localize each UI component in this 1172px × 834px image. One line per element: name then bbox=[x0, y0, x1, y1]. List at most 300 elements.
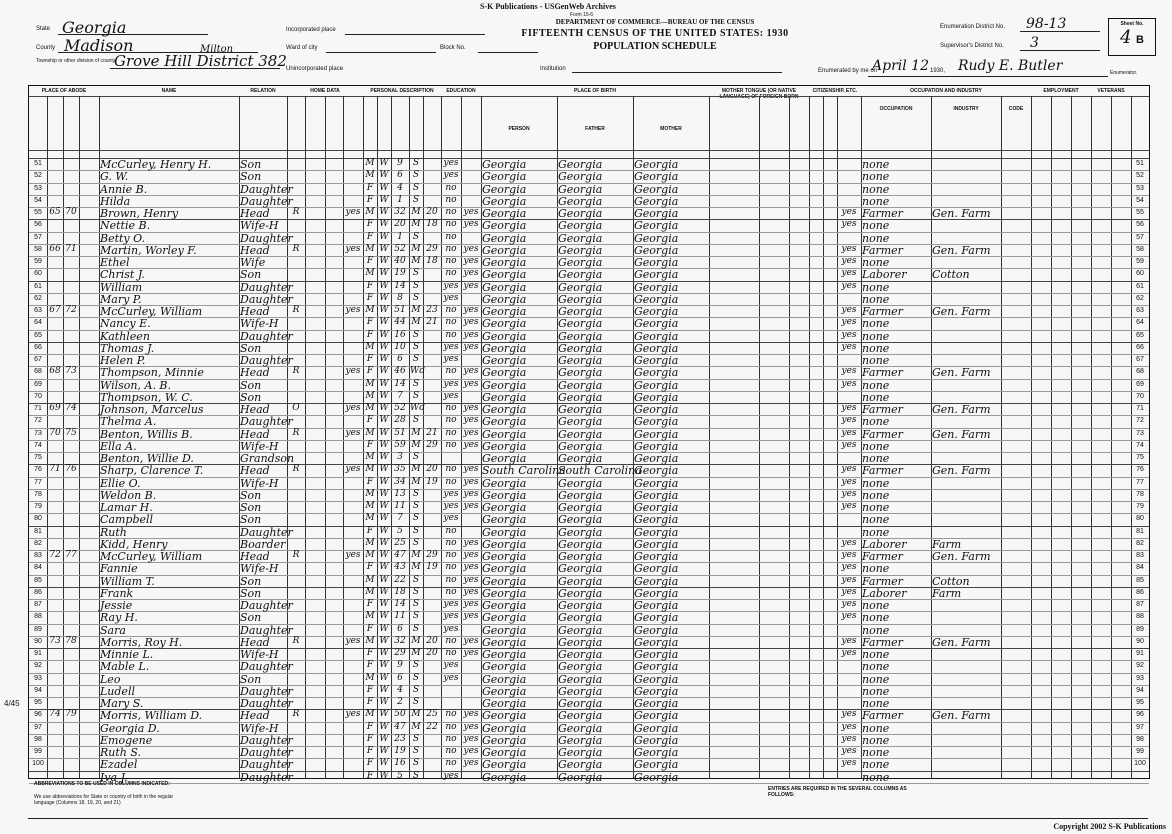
cell-mother: Georgia bbox=[634, 488, 679, 502]
cell-ind: Gen. Farm bbox=[932, 635, 991, 649]
table-row bbox=[29, 317, 1149, 330]
cell-cit: yes bbox=[841, 733, 857, 744]
row-number: 93 bbox=[34, 674, 42, 682]
cell-birth: Georgia bbox=[482, 415, 527, 429]
cell-mar: S bbox=[412, 537, 420, 548]
cell-ama: 20 bbox=[426, 648, 438, 658]
cell-rel: Grandson bbox=[240, 452, 295, 465]
cell-sex: M bbox=[365, 550, 375, 560]
cell-name: Lamar H. bbox=[100, 501, 153, 514]
cell-father: Georgia bbox=[558, 390, 603, 404]
cell-sex: F bbox=[366, 317, 374, 328]
cell-rel: Daughter bbox=[240, 758, 293, 772]
cell-fam: 75 bbox=[65, 427, 77, 438]
cell-sch: yes bbox=[443, 660, 459, 671]
unincorporated-label: Unincorporated place bbox=[286, 66, 344, 72]
cell-mother: Georgia bbox=[634, 231, 679, 245]
cell-sex: F bbox=[366, 182, 374, 193]
cell-rel: Son bbox=[240, 501, 262, 514]
row-number: 69 bbox=[1136, 380, 1144, 388]
cell-mother: Georgia bbox=[634, 635, 679, 649]
cell-mar: S bbox=[412, 415, 420, 426]
cell-cit: yes bbox=[841, 758, 857, 769]
cell-sex: M bbox=[365, 390, 375, 401]
cell-mother: Georgia bbox=[634, 660, 679, 674]
cell-mother: Georgia bbox=[634, 697, 679, 710]
cell-sch: no bbox=[445, 746, 457, 756]
cell-race: W bbox=[379, 231, 389, 242]
row-number: 97 bbox=[1136, 723, 1144, 731]
cell-occ: none bbox=[862, 648, 890, 661]
cell-race: W bbox=[379, 366, 389, 377]
cell-sex: F bbox=[366, 721, 374, 732]
cell-farm: yes bbox=[345, 635, 361, 646]
cell-occ: none bbox=[862, 733, 890, 747]
cell-occ: Farmer bbox=[862, 574, 903, 588]
cell-father: Georgia bbox=[558, 488, 603, 502]
row-number: 51 bbox=[34, 160, 42, 167]
cell-race: W bbox=[379, 415, 389, 426]
row-number: 86 bbox=[34, 588, 42, 596]
table-row bbox=[29, 219, 1149, 232]
cell-age: 40 bbox=[394, 256, 406, 266]
row-number: 53 bbox=[1136, 184, 1144, 192]
schedule-title: POPULATION SCHEDULE bbox=[593, 41, 717, 52]
cell-sch: yes bbox=[443, 623, 459, 634]
cell-dw: 72 bbox=[49, 550, 61, 560]
row-number: 95 bbox=[34, 699, 42, 706]
cell-father: Georgia bbox=[558, 746, 603, 759]
cell-cit: yes bbox=[841, 488, 857, 499]
cell-rel: Wife-H bbox=[240, 317, 279, 331]
cell-mar: M bbox=[411, 709, 421, 720]
cell-sex: F bbox=[366, 219, 374, 230]
cell-race: W bbox=[379, 746, 389, 756]
row-number: 90 bbox=[34, 637, 42, 645]
header-employment: EMPLOYMENT bbox=[1043, 88, 1079, 94]
county-value: Madison bbox=[64, 36, 134, 55]
cell-mother: Georgia bbox=[634, 268, 679, 282]
row-number: 72 bbox=[1136, 417, 1144, 425]
cell-name: Annie B. bbox=[100, 182, 148, 196]
cell-sch: no bbox=[445, 207, 457, 217]
row-number: 73 bbox=[1136, 429, 1144, 437]
cell-sch: no bbox=[445, 562, 457, 573]
cell-occ: Farmer bbox=[862, 550, 903, 563]
cell-birth: Georgia bbox=[482, 354, 527, 367]
row-number: 55 bbox=[34, 209, 42, 216]
cell-mother: Georgia bbox=[634, 476, 679, 490]
cell-race: W bbox=[379, 182, 389, 193]
cell-fam: 76 bbox=[65, 464, 77, 475]
cell-sch: no bbox=[445, 256, 457, 266]
cell-name: Minnie L. bbox=[100, 648, 154, 661]
cell-occ: none bbox=[862, 476, 890, 490]
cell-age: 13 bbox=[394, 488, 406, 499]
cell-rel: Daughter bbox=[240, 329, 293, 343]
cell-name: Jessie bbox=[100, 599, 133, 612]
cell-mar: S bbox=[412, 329, 420, 340]
cell-own: R bbox=[292, 305, 300, 315]
cell-mother: Georgia bbox=[634, 305, 679, 318]
cell-sch: no bbox=[445, 366, 457, 377]
cell-sch: no bbox=[445, 182, 457, 193]
cell-ind: Gen. Farm bbox=[932, 207, 991, 220]
header-education: EDUCATION bbox=[446, 88, 476, 94]
cell-age: 16 bbox=[394, 758, 406, 769]
cell-father: Georgia bbox=[558, 268, 603, 282]
cell-occ: Laborer bbox=[862, 537, 907, 551]
cell-own: R bbox=[292, 243, 300, 254]
row-number: 71 bbox=[34, 405, 42, 412]
cell-read: yes bbox=[463, 329, 479, 340]
cell-read: yes bbox=[463, 243, 479, 254]
cell-read: yes bbox=[463, 635, 479, 646]
cell-mother: Georgia bbox=[634, 684, 679, 698]
cell-name: Sara bbox=[100, 623, 126, 637]
cell-fam: 74 bbox=[65, 403, 77, 413]
enumerator-label: Enumerator. bbox=[1110, 70, 1138, 76]
cell-ind: Gen. Farm bbox=[932, 403, 991, 416]
cell-occ: Farmer bbox=[862, 243, 903, 257]
cell-name: Helen P. bbox=[100, 354, 146, 367]
cell-rel: Son bbox=[240, 586, 262, 600]
cell-age: 50 bbox=[394, 709, 406, 720]
row-number: 66 bbox=[1136, 343, 1144, 351]
cell-read: yes bbox=[463, 574, 479, 585]
cell-mother: Georgia bbox=[634, 758, 679, 772]
cell-birth: Georgia bbox=[482, 268, 527, 282]
cell-father: Georgia bbox=[558, 562, 603, 576]
cell-name: McCurley, Henry H. bbox=[100, 158, 212, 171]
cell-father: Georgia bbox=[558, 341, 603, 355]
row-number: 89 bbox=[34, 625, 42, 633]
cell-mother: Georgia bbox=[634, 207, 679, 220]
cell-rel: Son bbox=[240, 390, 262, 404]
cell-occ: Laborer bbox=[862, 586, 907, 600]
cell-father: Georgia bbox=[558, 415, 603, 429]
cell-age: 19 bbox=[394, 746, 406, 756]
row-number: 98 bbox=[34, 735, 42, 743]
cell-occ: none bbox=[862, 611, 890, 625]
cell-mar: M bbox=[411, 648, 421, 658]
table-row bbox=[29, 330, 1149, 343]
cell-sch: no bbox=[445, 709, 457, 720]
cell-rel: Head bbox=[240, 243, 270, 257]
footer-mid-title: ENTRIES ARE REQUIRED IN THE SEVERAL COLUMNS AS FOLLOWS: bbox=[768, 786, 907, 798]
cell-race: W bbox=[379, 464, 389, 475]
cell-father: Georgia bbox=[558, 709, 603, 723]
cell-name: Thompson, W. C. bbox=[100, 390, 193, 404]
row-number: 56 bbox=[1136, 221, 1144, 229]
enumerator-name: Rudy E. Butler bbox=[958, 58, 1063, 74]
cell-mar: M bbox=[411, 550, 421, 560]
cell-mar: S bbox=[412, 770, 420, 781]
enumerated-label: Enumerated by me on bbox=[818, 68, 878, 74]
cell-mar: Wd bbox=[410, 403, 426, 413]
cell-occ: none bbox=[862, 390, 890, 404]
cell-birth: Georgia bbox=[482, 623, 527, 637]
cell-age: 51 bbox=[394, 427, 406, 438]
cell-rel: Head bbox=[240, 207, 270, 220]
cell-occ: none bbox=[862, 194, 890, 208]
cell-occ: none bbox=[862, 672, 890, 686]
cell-rel: Son bbox=[240, 611, 262, 625]
cell-read: yes bbox=[463, 268, 479, 279]
cell-rel: Son bbox=[240, 574, 262, 588]
cell-read: yes bbox=[463, 439, 479, 450]
cell-name: Iva J. bbox=[100, 770, 128, 784]
cell-age: 14 bbox=[394, 378, 406, 389]
cell-mar: S bbox=[412, 231, 420, 242]
table-row bbox=[29, 513, 1149, 526]
cell-rel: Daughter bbox=[240, 746, 293, 759]
cell-farm: yes bbox=[345, 207, 361, 217]
header-home: HOME DATA bbox=[310, 88, 340, 94]
cell-own: O bbox=[292, 403, 300, 413]
cell-birth: Georgia bbox=[482, 390, 527, 404]
cell-mother: Georgia bbox=[634, 194, 679, 208]
cell-name: Frank bbox=[100, 586, 134, 600]
cell-name: Ella A. bbox=[100, 439, 137, 453]
cell-mother: Georgia bbox=[634, 317, 679, 331]
row-number: 58 bbox=[1136, 245, 1144, 253]
cell-sex: F bbox=[366, 733, 374, 744]
cell-sch: no bbox=[445, 550, 457, 560]
cell-sch: no bbox=[445, 194, 457, 205]
cell-read: yes bbox=[463, 427, 479, 438]
cell-race: W bbox=[379, 721, 389, 732]
row-number: 79 bbox=[1136, 503, 1144, 510]
cell-race: W bbox=[379, 403, 389, 413]
row-number: 52 bbox=[1136, 172, 1144, 180]
cell-occ: none bbox=[862, 219, 890, 233]
cell-age: 2 bbox=[397, 697, 403, 707]
cell-ama: 29 bbox=[426, 550, 438, 560]
cell-ind: Gen. Farm bbox=[932, 464, 991, 478]
cell-farm: yes bbox=[345, 403, 361, 413]
cell-cit: yes bbox=[841, 366, 857, 377]
cell-race: W bbox=[379, 501, 389, 511]
cell-dw: 66 bbox=[49, 243, 61, 254]
cell-read: yes bbox=[463, 648, 479, 658]
cell-mar: Wd bbox=[410, 366, 426, 377]
cell-name: Martin, Worley F. bbox=[100, 243, 197, 257]
cell-occ: none bbox=[862, 256, 890, 269]
cell-name: Benton, Willie D. bbox=[100, 452, 194, 465]
cell-sch: no bbox=[445, 305, 457, 315]
cell-birth: Georgia bbox=[482, 158, 527, 171]
row-number: 76 bbox=[34, 466, 42, 474]
cell-mar: M bbox=[411, 439, 421, 450]
cell-mother: Georgia bbox=[634, 354, 679, 367]
cell-age: 43 bbox=[394, 562, 406, 573]
cell-ama: 25 bbox=[426, 709, 438, 720]
cell-father: Georgia bbox=[558, 170, 603, 184]
cell-cit: yes bbox=[841, 562, 857, 573]
row-number: 84 bbox=[34, 564, 42, 572]
cell-name: Georgia D. bbox=[100, 721, 160, 735]
cell-read: yes bbox=[463, 317, 479, 328]
cell-read: yes bbox=[463, 746, 479, 756]
cell-rel: Head bbox=[240, 427, 270, 441]
cell-mar: S bbox=[412, 513, 420, 524]
cell-race: W bbox=[379, 427, 389, 438]
cell-occ: none bbox=[862, 439, 890, 453]
cell-age: 5 bbox=[397, 525, 403, 536]
cell-sch: no bbox=[445, 219, 457, 230]
cell-father: Georgia bbox=[558, 317, 603, 331]
row-number: 71 bbox=[1136, 405, 1144, 412]
cell-birth: Georgia bbox=[482, 231, 527, 245]
sheet-value: 4 bbox=[1120, 27, 1132, 48]
cell-birth: Georgia bbox=[482, 317, 527, 331]
cell-race: W bbox=[379, 599, 389, 609]
cell-sex: F bbox=[366, 329, 374, 340]
cell-farm: yes bbox=[345, 366, 361, 377]
table-row bbox=[29, 660, 1149, 673]
cell-cit: yes bbox=[841, 550, 857, 560]
table-row bbox=[29, 636, 1149, 649]
cell-occ: none bbox=[862, 415, 890, 429]
cell-mar: M bbox=[411, 243, 421, 254]
cell-birth: Georgia bbox=[482, 452, 527, 465]
row-number: 62 bbox=[1136, 294, 1144, 302]
cell-father: Georgia bbox=[558, 672, 603, 686]
cell-sex: F bbox=[366, 476, 374, 487]
cell-birth: Georgia bbox=[482, 219, 527, 233]
cell-birth: Georgia bbox=[482, 733, 527, 747]
row-number: 80 bbox=[1136, 515, 1144, 523]
cell-cit: yes bbox=[841, 329, 857, 340]
cell-sex: F bbox=[366, 660, 374, 671]
cell-age: 29 bbox=[394, 648, 406, 658]
cell-sch: no bbox=[445, 243, 457, 254]
enumerated-date: April 12 bbox=[872, 58, 929, 74]
cell-sch: yes bbox=[443, 280, 459, 291]
cell-rel: Wife-H bbox=[240, 476, 279, 490]
cell-name: William bbox=[100, 280, 143, 294]
cell-age: 46 bbox=[394, 366, 406, 377]
cell-sch: no bbox=[445, 525, 457, 536]
top-banner: S-K Publications - USGenWeb Archives bbox=[480, 2, 616, 11]
cell-sch: yes bbox=[443, 599, 459, 609]
cell-cit: yes bbox=[841, 243, 857, 254]
cell-occ: none bbox=[862, 329, 890, 343]
cell-name: Ludell bbox=[100, 684, 135, 698]
cell-age: 7 bbox=[397, 390, 403, 401]
cell-father: Georgia bbox=[558, 366, 603, 380]
cell-rel: Head bbox=[240, 366, 270, 380]
cell-read: yes bbox=[463, 562, 479, 573]
cell-read: yes bbox=[463, 599, 479, 609]
cell-mar: S bbox=[412, 354, 420, 364]
cell-sex: F bbox=[366, 366, 374, 377]
cell-name: Wilson, A. B. bbox=[100, 378, 172, 392]
cell-occ: Laborer bbox=[862, 268, 907, 282]
cell-birth: Georgia bbox=[482, 550, 527, 563]
cell-father: Georgia bbox=[558, 611, 603, 625]
cell-mother: Georgia bbox=[634, 182, 679, 196]
cell-age: 9 bbox=[397, 660, 403, 671]
cell-name: Mary S. bbox=[100, 697, 144, 710]
row-number: 95 bbox=[1136, 699, 1144, 706]
cell-name: Leo bbox=[100, 672, 121, 686]
cell-age: 22 bbox=[394, 574, 406, 585]
header-personal: PERSONAL DESCRIPTION bbox=[370, 88, 434, 94]
cell-mother: Georgia bbox=[634, 427, 679, 441]
cell-father: Georgia bbox=[558, 586, 603, 600]
row-number: 89 bbox=[1136, 625, 1144, 633]
cell-race: W bbox=[379, 207, 389, 217]
table-row bbox=[29, 599, 1149, 612]
cell-sex: M bbox=[365, 672, 375, 683]
cell-age: 28 bbox=[394, 415, 406, 426]
cell-own: R bbox=[292, 366, 300, 377]
header-name: NAME bbox=[161, 88, 177, 94]
row-number: 70 bbox=[34, 392, 42, 400]
cell-sex: M bbox=[365, 709, 375, 720]
cell-birth: Georgia bbox=[482, 488, 527, 502]
row-number: 75 bbox=[34, 454, 42, 461]
row-number: 69 bbox=[34, 380, 42, 388]
cell-read: yes bbox=[463, 501, 479, 511]
cell-name: Mable L. bbox=[100, 660, 150, 674]
cell-name: Thomas J. bbox=[100, 341, 155, 355]
cell-sex: M bbox=[365, 586, 375, 597]
cell-fam: 77 bbox=[65, 550, 77, 560]
row-number: 68 bbox=[34, 368, 42, 376]
cell-own: R bbox=[292, 550, 300, 560]
cell-birth: Georgia bbox=[482, 182, 527, 196]
cell-race: W bbox=[379, 390, 389, 401]
township-label: Township or other division of county bbox=[36, 58, 116, 64]
cell-rel: Wife-H bbox=[240, 721, 279, 735]
form-number: Form 15-6 bbox=[570, 12, 594, 18]
cell-dw: 67 bbox=[49, 305, 61, 315]
cell-mother: Georgia bbox=[634, 513, 679, 527]
cell-race: W bbox=[379, 341, 389, 352]
cell-sex: M bbox=[365, 574, 375, 585]
cell-occ: none bbox=[862, 292, 890, 306]
footer-note: We use abbreviations for State or country of birth in the regular language (Columns 18, 19, 20, and 21) bbox=[34, 794, 174, 806]
cell-mother: Georgia bbox=[634, 366, 679, 380]
row-number: 66 bbox=[34, 343, 42, 351]
cell-name: Benton, Willis B. bbox=[100, 427, 193, 441]
cell-name: Weldon B. bbox=[100, 488, 157, 502]
cell-father: Georgia bbox=[558, 439, 603, 453]
cell-father: Georgia bbox=[558, 207, 603, 220]
cell-sch: yes bbox=[443, 770, 459, 781]
row-number: 67 bbox=[34, 356, 42, 363]
cell-age: 5 bbox=[397, 770, 403, 781]
cell-sch: no bbox=[445, 537, 457, 548]
cell-occ: none bbox=[862, 182, 890, 196]
cell-ama: 21 bbox=[426, 427, 438, 438]
cell-dw: 70 bbox=[49, 427, 61, 438]
cell-rel: Wife-H bbox=[240, 562, 279, 576]
cell-cit: yes bbox=[841, 537, 857, 548]
cell-mar: M bbox=[411, 562, 421, 573]
cell-sch: no bbox=[445, 574, 457, 585]
cell-race: W bbox=[379, 452, 389, 462]
cell-cit: yes bbox=[841, 427, 857, 438]
institution-label: Institution bbox=[540, 66, 566, 72]
cell-rel: Daughter bbox=[240, 182, 293, 196]
cell-birth: Georgia bbox=[482, 746, 527, 759]
row-number: 85 bbox=[34, 576, 42, 584]
cell-name: Thompson, Minnie bbox=[100, 366, 204, 380]
